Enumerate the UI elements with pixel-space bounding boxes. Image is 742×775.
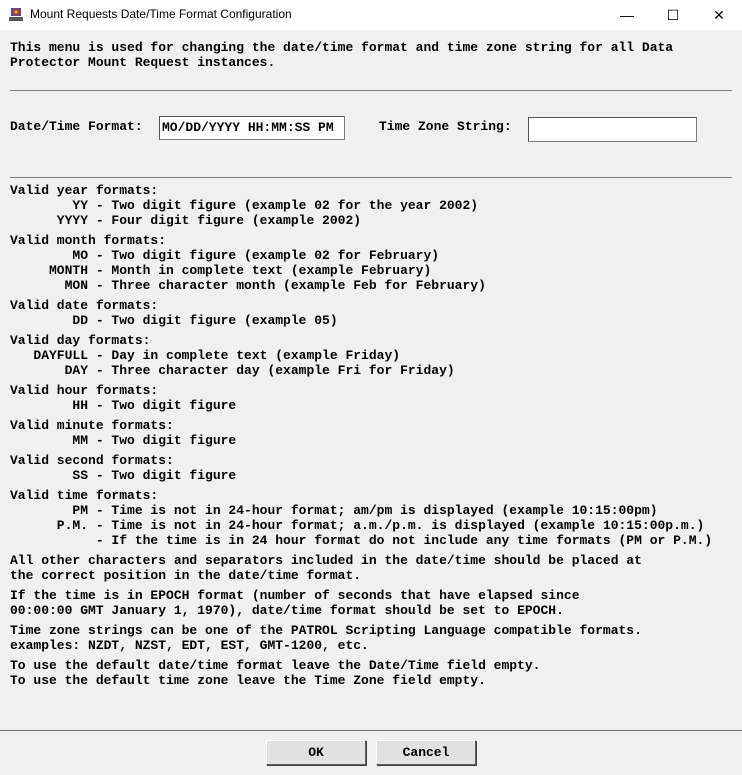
help-text [10,183,712,693]
ok-label: OK [308,745,324,760]
help-line: DAY - Three character day (example Fri for Friday) [10,363,455,378]
group-heading: Valid second formats: [10,453,174,468]
divider [10,90,732,91]
cancel-label: Cancel [402,745,450,760]
cancel-button[interactable] [376,740,476,765]
group-heading: Valid hour formats: [10,383,159,398]
datetime-format-input[interactable]: MO/DD/YYYY HH:MM:SS PM [159,116,345,140]
help-line: YY - Two digit figure (example 02 for the year 2002) [10,198,479,213]
help-line: MM - Two digit figure [10,433,237,448]
timezone-input[interactable] [528,117,697,142]
minimize-button[interactable] [604,0,650,30]
help-group [10,418,712,448]
close-button[interactable] [696,0,742,30]
help-group [10,183,712,228]
title-bar [0,0,742,30]
help-line: MO - Two digit figure (example 02 for February) [10,248,440,263]
help-group [10,588,712,618]
group-heading: Valid date formats: [10,298,159,313]
help-line: MONTH - Month in complete text (example February) [10,263,432,278]
maximize-button[interactable] [650,0,696,30]
help-line: DD - Two digit figure (example 05) [10,313,338,328]
help-line: To use the default date/time format leave the Date/Time field empty. [10,658,541,673]
help-group [10,623,712,653]
window-title: Mount Requests Date/Time Format Configuration [30,7,292,21]
divider [10,177,732,178]
group-heading: Valid time formats: [10,488,159,503]
help-group [10,453,712,483]
footer-divider [0,730,742,731]
help-line: To use the default time zone leave the Time Zone field empty. [10,673,486,688]
maximize-icon: ☐ [666,6,680,23]
help-line: HH - Two digit figure [10,398,237,413]
group-heading: Valid minute formats: [10,418,174,433]
help-line: the correct position in the date/time format. [10,568,362,583]
help-group [10,233,712,293]
help-group [10,298,712,328]
help-line: 00:00:00 GMT January 1, 1970), date/time format should be set to EPOCH. [10,603,564,618]
intro-line: Protector Mount Request instances. [10,55,276,70]
datetime-format-label: Date/Time Format: [10,119,143,134]
intro-text [10,40,673,70]
help-group [10,553,712,583]
help-line: YYYY - Four digit figure (example 2002) [10,213,362,228]
help-line: DAYFULL - Day in complete text (example Friday) [10,348,401,363]
help-line: If the time is in EPOCH format (number of seconds that have elapsed since [10,588,580,603]
ok-button[interactable] [266,740,366,765]
group-heading: Valid day formats: [10,333,151,348]
help-line: - If the time is in 24 hour format do not include any time formats (PM or P.M.) [10,533,713,548]
close-icon: ✕ [713,6,725,23]
group-heading: Valid month formats: [10,233,167,248]
help-line: PM - Time is not in 24-hour format; am/pm is displayed (example 10:15:00pm) [10,503,658,518]
group-heading: Valid year formats: [10,183,159,198]
help-line: examples: NZDT, NZST, EDT, EST, GMT-1200, etc. [10,638,369,653]
help-line: SS - Two digit figure [10,468,237,483]
help-group [10,383,712,413]
help-line: All other characters and separators included in the date/time should be placed at [10,553,642,568]
timezone-label: Time Zone String: [379,119,512,134]
app-icon [9,7,23,22]
help-line: P.M. - Time is not in 24-hour format; a.m./p.m. is displayed (example 10:15:00p.m.) [10,518,705,533]
help-group [10,658,712,688]
help-group [10,333,712,378]
help-line: Time zone strings can be one of the PATROL Scripting Language compatible formats. [10,623,642,638]
help-line: MON - Three character month (example Feb for February) [10,278,486,293]
minimize-icon: — [620,7,634,23]
help-group [10,488,712,548]
intro-line: This menu is used for changing the date/time format and time zone string for all Data [10,40,674,55]
